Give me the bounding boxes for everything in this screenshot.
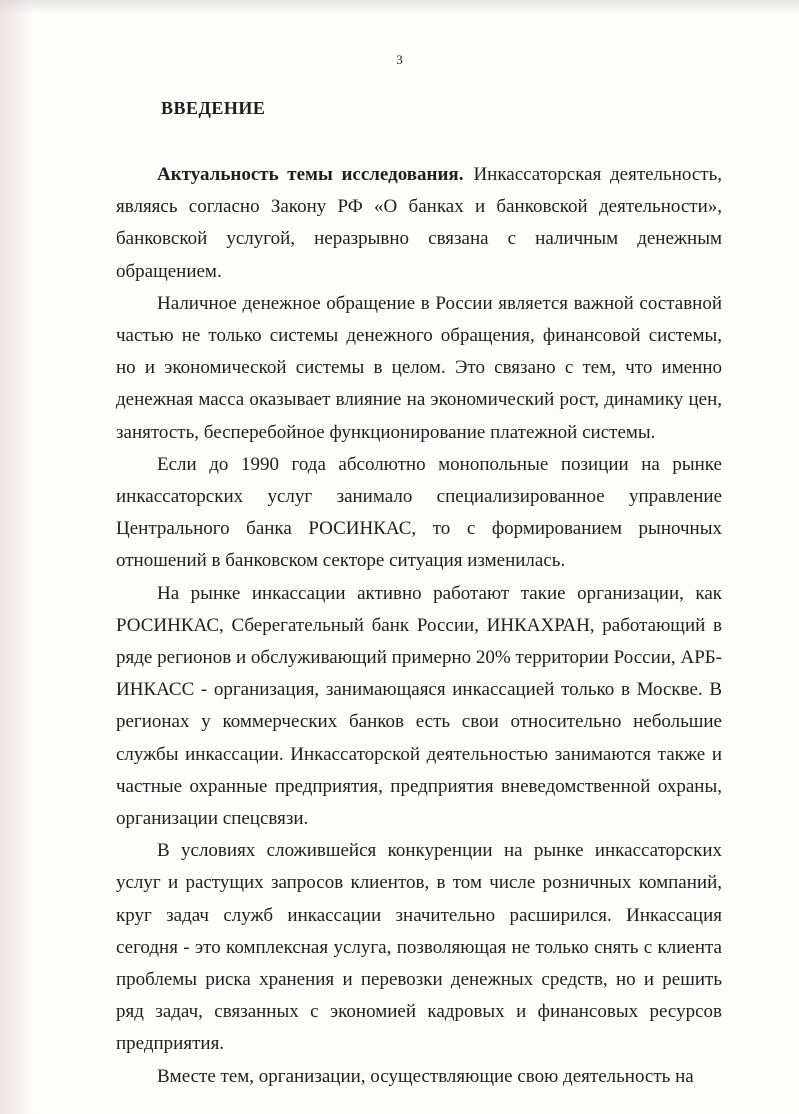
scan-shadow-left [0, 0, 34, 1114]
paragraph-organizations: На рынке инкассации активно работают такие организации, как РОСИНКАС, Сберегательный банк России, ИНКАХРАН, работающий в ряде регионов и обслуживающий примерно 20% территории России, АРБ-ИНКАСС - организация, занимающаяся инкассацией только в Москве. В регионах у коммерческих банков есть свои относительно небольшие службы инкассации. Инкассаторской деятельностью занимаются также и частные охранные предприятия, предприятия вневедомственной охраны, организации спецсвязи. [116, 582, 722, 830]
paragraph-competition: В условиях сложившейся конкуренции на рынке инкассаторских услуг и растущих запросов клиентов, в том числе розничных компаний, круг задач служб инкассации значительно расширился. Инкассация сегодня - это комплексная услуга, позволяющая не только снять с клиента проблемы риска хранения и перевозки денежных средств, но и решить ряд задач, связанных с экономией кадровых и финансовых ресурсов предприятия. [116, 840, 722, 1055]
paragraph-market-history: Если до 1990 года абсолютно монопольные позиции на рынке инкассаторских услуг занимало специализированное управление Центрального банка РОСИНКАС, то с формированием рыночных отношений в банковском секторе ситуация изменилась. [116, 453, 722, 572]
paragraph-continuation: Вместе тем, организации, осуществляющие свою деятельность на [157, 1065, 694, 1087]
paragraph-lead: Актуальность темы исследования. [157, 164, 464, 185]
section-heading: ВВЕДЕНИЕ [161, 98, 266, 118]
paragraph-text: Инкассаторская деятельность, являясь согласно Закону РФ «О банках и банковской деятельности», банковской услугой, неразрывно связана с наличным денежным обращением. [116, 164, 722, 282]
paragraph-relevance [116, 159, 722, 288]
paragraph-cash-circulation: Наличное денежное обращение в России является важной составной частью не только системы денежного обращения, финансовой системы, но и экономической системы в целом. Это связано с тем, что именно денежная масса оказывает влияние на экономический рост, динамику цен, занятость, бесперебойное функционирование платежной системы. [116, 292, 722, 443]
scan-shadow-top [0, 0, 799, 14]
page-number: 3 [396, 52, 403, 67]
document-body [116, 159, 722, 1093]
